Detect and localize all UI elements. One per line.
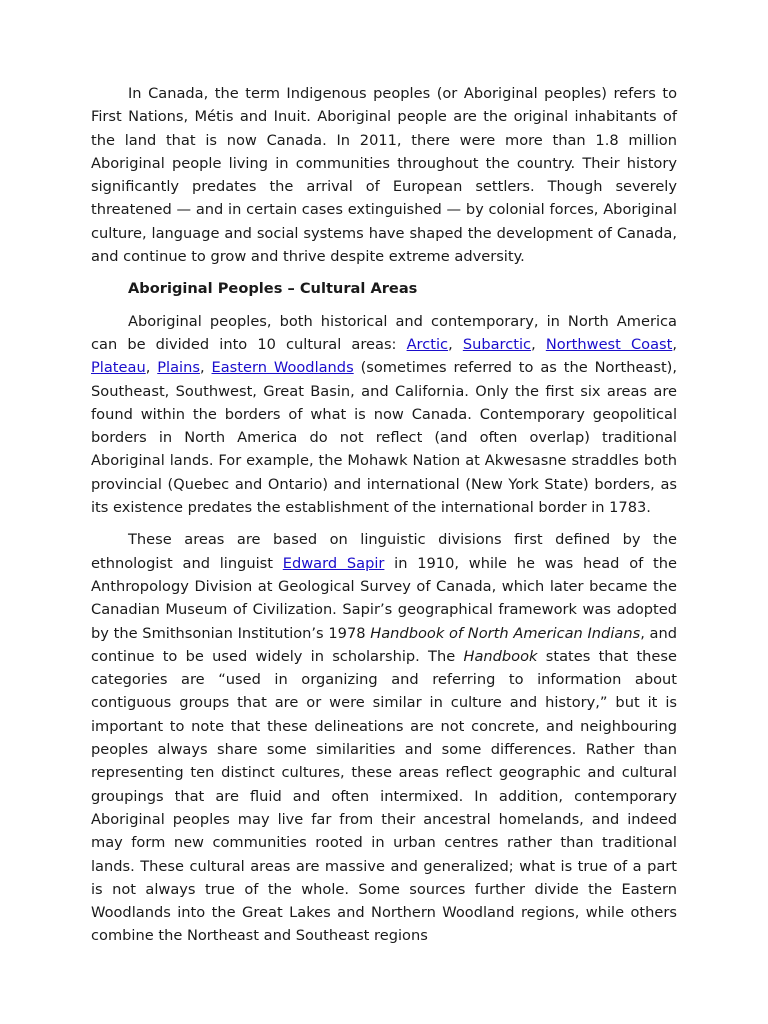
- arctic-link[interactable]: Arctic: [406, 335, 449, 353]
- northwest-coast-link[interactable]: Northwest Coast: [545, 335, 673, 353]
- separator: ,: [531, 335, 546, 353]
- document-page: [91, 82, 677, 948]
- cultural-areas-paragraph: [91, 310, 677, 520]
- paragraph-text: in 1910, while he was head of the Anthropology Division at Geological Survey of Canada, which later became the Canadian Museum of Civilization. Sapir’s geographical framework was adopted by the Smithsonian Institution’s 1978: [91, 554, 677, 642]
- eastern-woodlands-link[interactable]: Eastern Woodlands: [211, 359, 354, 377]
- plains-link[interactable]: Plains: [157, 359, 200, 377]
- paragraph-text: , and continue to be used widely in scholarship. The: [91, 624, 678, 665]
- separator: ,: [448, 335, 463, 353]
- edward-sapir-link[interactable]: Edward Sapir: [282, 554, 385, 572]
- handbook-short-title: Handbook: [463, 647, 538, 665]
- plateau-link[interactable]: Plateau: [91, 359, 146, 377]
- intro-paragraph-text: In Canada, the term Indigenous peoples (or Aboriginal peoples) refers to First Nations, Métis and Inuit. Aboriginal people are the original inhabitants of the land that is now Canada. In 2011, there were more than 1.8 million Aboriginal people living in communities throughout the country. Their history significantly predates the arrival of European settlers. Though severely threatened — and in certain cases extinguished — by colonial forces, Aboriginal culture, language and social systems have shaped the development of Canada, and continue to grow and thrive despite extreme adversity.: [91, 85, 677, 266]
- paragraph-text: states that these categories are “used in organizing and referring to information about contiguous groups that are or were similar in culture and history,” but it is important to note that these delineations are not concrete, and neighbouring peoples always share some similarities and some differences. Rather than representing ten distinct cultures, these areas reflect geographic and cultural groupings that are fluid and often intermixed. In addition, contemporary Aboriginal peoples may live far from their ancestral homelands, and indeed may form new communities rooted in urban centres rather than traditional lands. These cultural areas are massive and generalized; what is true of a part is not always true of the whole. Some sources further divide the Eastern Woodlands into the Great Lakes and Northern Woodland regions, while others combine the Northeast and Southeast regions: [91, 647, 677, 945]
- subarctic-link[interactable]: Subarctic: [462, 335, 532, 353]
- section-heading: Aboriginal Peoples – Cultural Areas: [128, 280, 418, 298]
- paragraph-text: Aboriginal peoples, both historical and contemporary, in North America can be divided into 10 cultural areas:: [91, 312, 677, 353]
- handbook-title: Handbook of North American Indians: [370, 624, 641, 642]
- linguistic-divisions-paragraph: [91, 528, 677, 947]
- separator: ,: [145, 359, 158, 377]
- intro-paragraph: [91, 82, 677, 268]
- separator: ,: [199, 359, 212, 377]
- separator: ,: [672, 335, 677, 353]
- paragraph-text: These areas are based on linguistic divisions first defined by the ethnologist and linguist: [91, 531, 677, 572]
- paragraph-text: (sometimes referred to as the Northeast), Southeast, Southwest, Great Basin, and California. Only the first six areas are found within the borders of what is now Canada. Contemporary geopolitical borders in North America do not reflect (and often overlap) traditional Aboriginal lands. For example, the Mohawk Nation at Akwesasne straddles both provincial (Quebec and Ontario) and international (New York State) borders, as its existence predates the establishment of the international border in 1783.: [91, 359, 678, 517]
